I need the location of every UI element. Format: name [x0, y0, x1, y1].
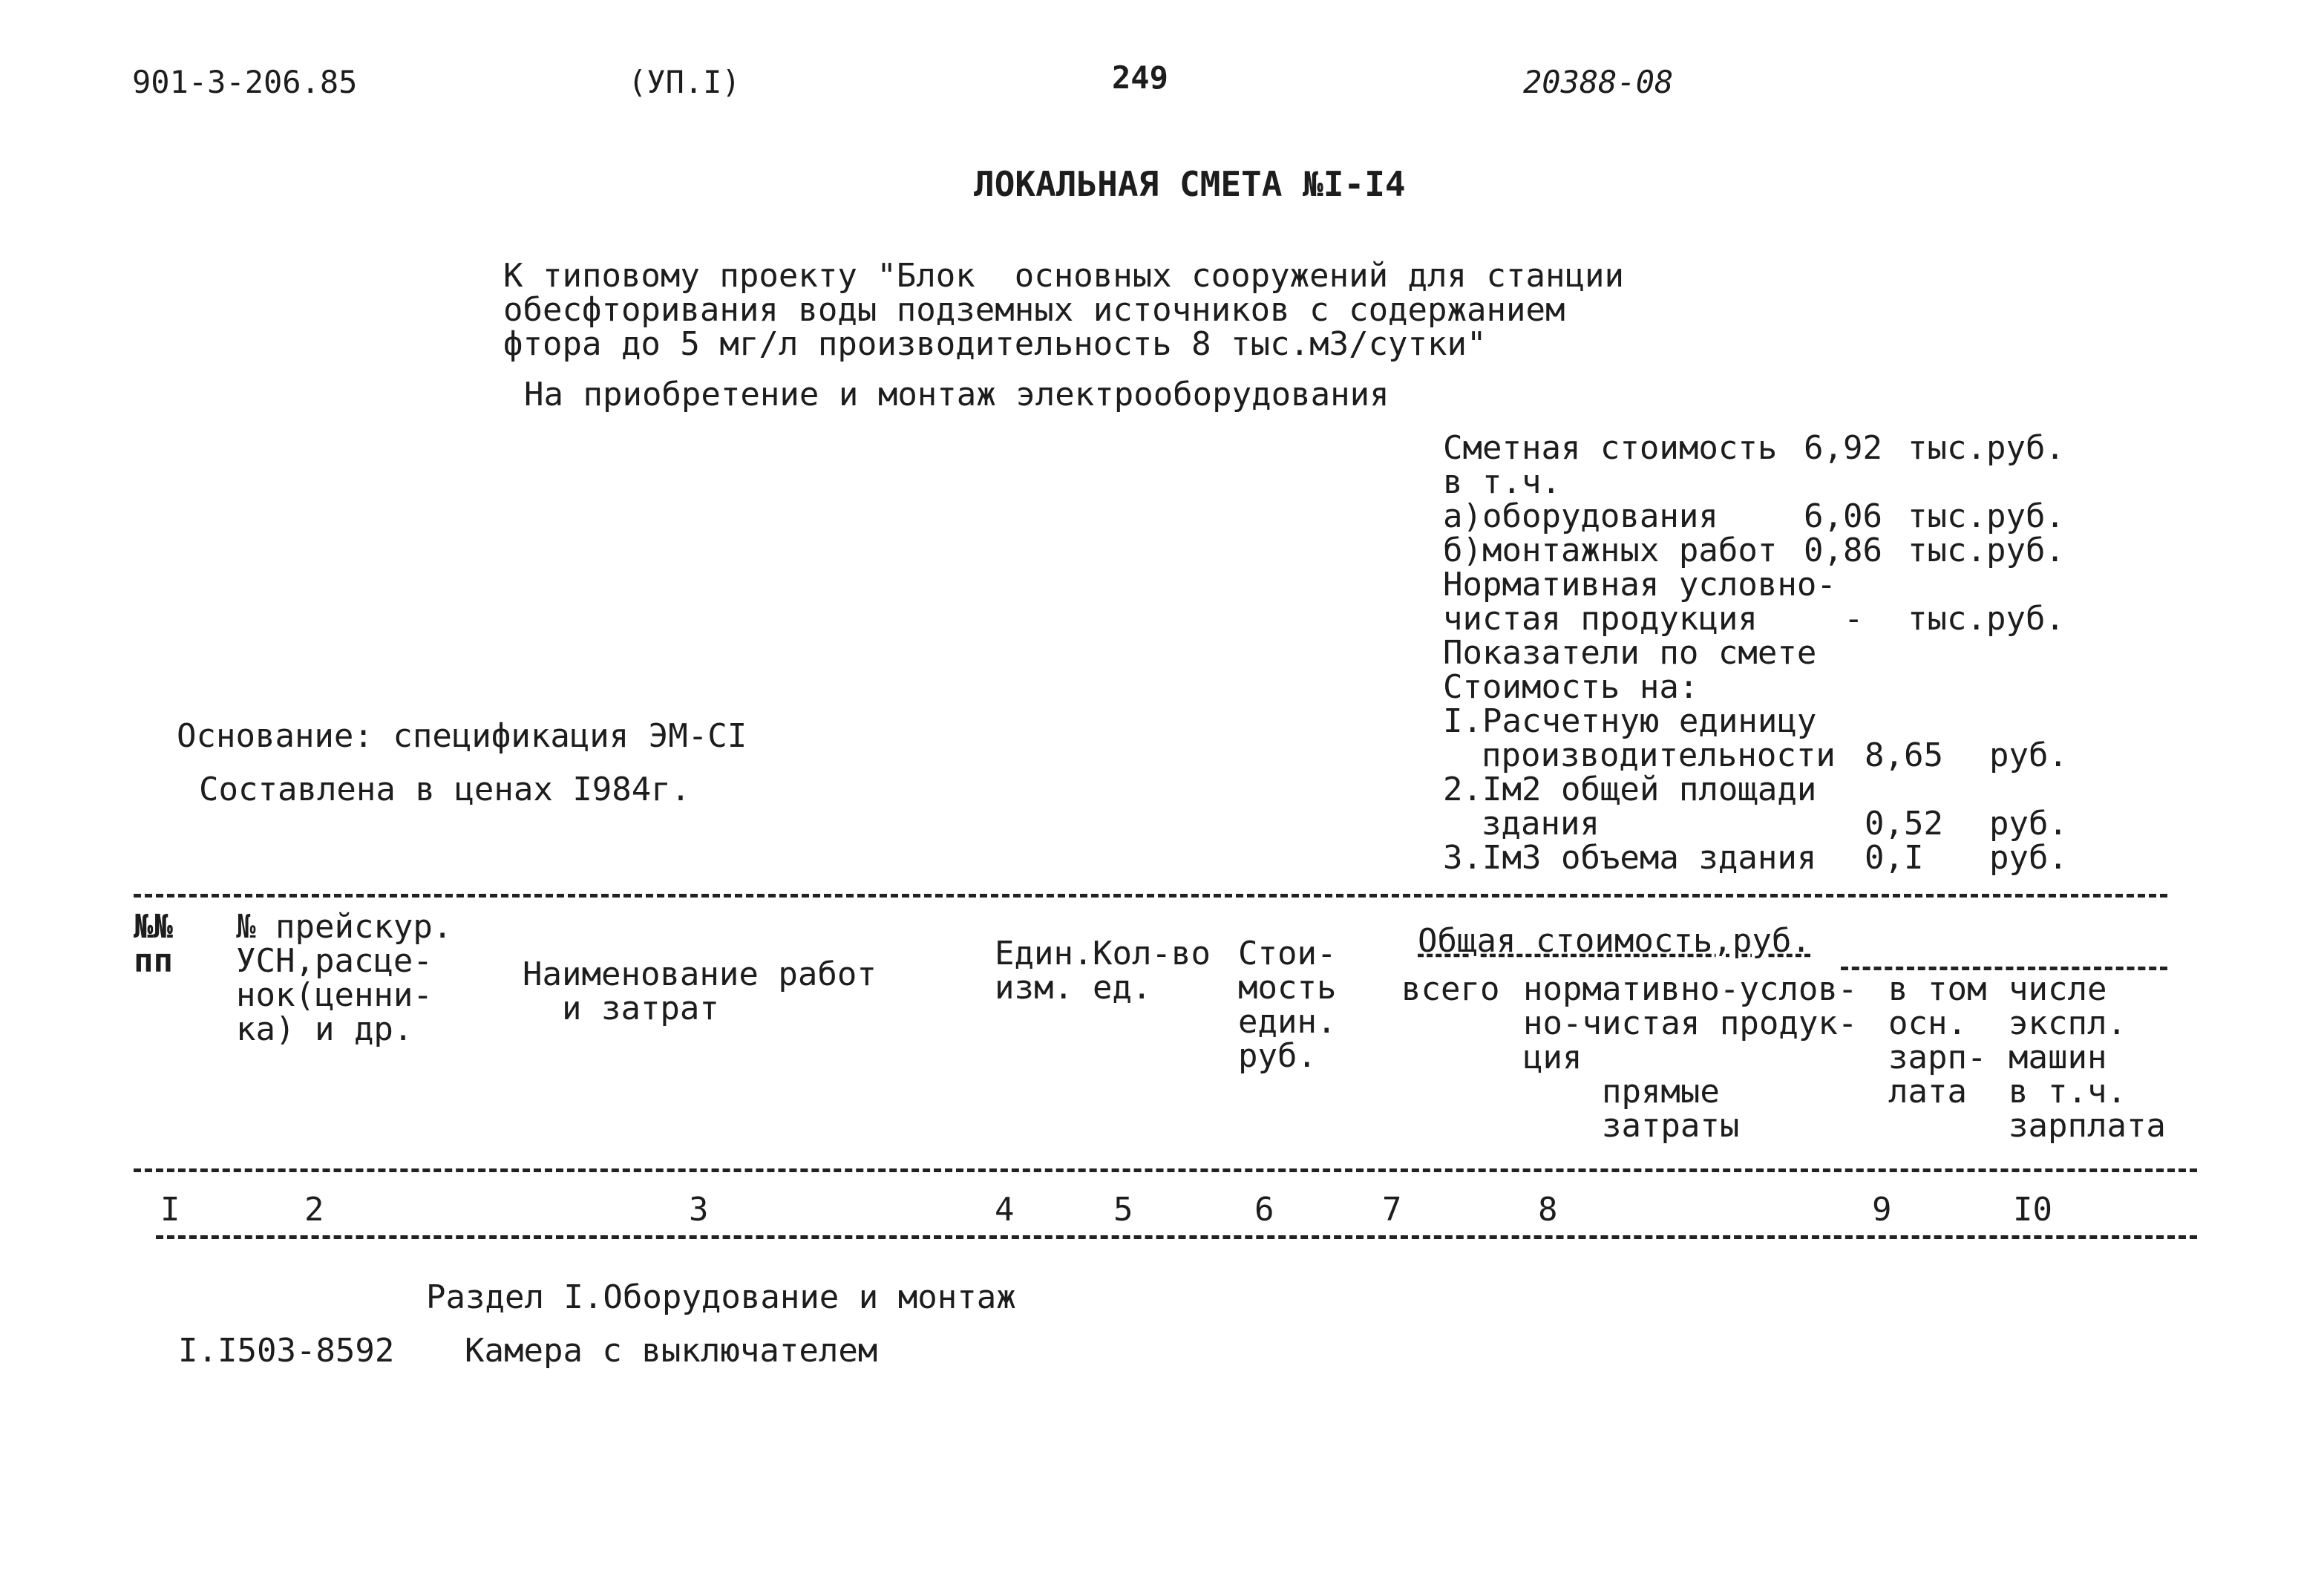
indicator-3-value: 0,I — [1865, 839, 1924, 877]
indicator-1-value: 8,65 — [1865, 736, 1943, 774]
installation-label: б)монтажных работ — [1443, 532, 1778, 569]
column-number: 5 — [1113, 1191, 1133, 1229]
indicator-2-value: 0,52 — [1865, 805, 1943, 843]
indicator-1-label-2: производительности — [1482, 736, 1836, 774]
project-line-1: К типовому проекту "Блок основных сооружений для станции — [503, 257, 1624, 295]
indicator-2-unit: руб. — [1989, 805, 2068, 843]
page-number: 249 — [1112, 59, 1168, 96]
estimated-cost-value: 6,92 — [1804, 429, 1882, 467]
col-header-name: Наименование работ и затрат — [523, 955, 877, 1027]
header-bottom-rule — [134, 1168, 2197, 1172]
normative-label-1: Нормативная условно- — [1443, 566, 1836, 604]
col-header-number: №№ пп — [134, 908, 173, 980]
document-title: ЛОКАЛЬНАЯ СМЕТА №I-I4 — [974, 164, 1406, 204]
estimated-cost-unit: тыс.руб. — [1908, 429, 2065, 467]
column-number: 4 — [995, 1191, 1015, 1229]
column-number: I — [160, 1191, 180, 1229]
normative-unit: тыс.руб. — [1908, 600, 2065, 638]
col-header-unit: Един. изм. — [995, 935, 1093, 1007]
indicator-3-label: 3.Iм3 объема здания — [1443, 839, 1817, 877]
indicator-1-label-1: I.Расчетную единицу — [1443, 702, 1817, 740]
document-code: 901-3-206.85 — [132, 64, 358, 100]
table-top-rule — [134, 894, 2167, 898]
installation-unit: тыс.руб. — [1908, 532, 2065, 569]
indicator-3-unit: руб. — [1989, 839, 2068, 877]
column-number: 8 — [1538, 1191, 1558, 1229]
basis-label: Основание: спецификация ЭМ-СI — [177, 717, 747, 755]
col-group-total-cost: Общая стоимость,руб. — [1418, 922, 1811, 960]
col-header-unit-cost: Стои- мость един. руб. — [1238, 935, 1337, 1075]
project-purpose: На приобретение и монтаж электрооборудования — [524, 376, 1390, 413]
equipment-value: 6,06 — [1804, 497, 1882, 535]
normative-value: - — [1844, 600, 1864, 638]
indicator-2-label-1: 2.Iм2 общей площади — [1443, 771, 1817, 808]
project-line-2: обесфторивания воды подземных источников с содержанием — [503, 291, 1565, 329]
indicators-label: Показатели по смете — [1443, 634, 1817, 672]
col-header-total: всего — [1401, 970, 1500, 1008]
numbers-bottom-rule — [156, 1235, 2197, 1239]
indicator-1-unit: руб. — [1989, 736, 2068, 774]
indicator-2-label-2: здания — [1482, 805, 1600, 843]
equipment-unit: тыс.руб. — [1908, 497, 2065, 535]
col-header-base-salary: в том осн. зарп- лата — [1888, 970, 1987, 1111]
col-header-quantity: Кол-во ед. — [1093, 935, 1211, 1007]
column-number: 2 — [304, 1191, 324, 1229]
column-number: 3 — [689, 1191, 709, 1229]
column-number: 9 — [1872, 1191, 1892, 1229]
cost-on-label: Стоимость на: — [1443, 668, 1699, 706]
prices-label: Составлена в ценах I984г. — [199, 771, 691, 808]
section-title: Раздел I.Оборудование и монтаж — [426, 1278, 1016, 1316]
installation-value: 0,86 — [1804, 532, 1882, 569]
row-item-name: Камера с выключателем — [465, 1332, 878, 1370]
column-number: 7 — [1382, 1191, 1402, 1229]
normative-label-2: чистая продукция — [1443, 600, 1758, 638]
project-line-3: фтора до 5 мг/л производительность 8 тыс.м3/сутки" — [503, 325, 1487, 363]
equipment-label: а)оборудования — [1443, 497, 1718, 535]
column-number: 6 — [1254, 1191, 1274, 1229]
estimated-cost-label: Сметная стоимость — [1443, 429, 1778, 467]
reference-number: 20388-08 — [1523, 64, 1674, 100]
col-header-normative: нормативно-услов- но-чистая продук- ция прямые затраты — [1523, 970, 1858, 1145]
row-price-ref: I.I503-8592 — [178, 1332, 395, 1370]
including-label: в т.ч. — [1443, 463, 1561, 501]
col-header-machines: числе экспл. машин в т.ч. зарплата — [2009, 970, 2166, 1145]
col-header-price-ref: № прейскур. УСН,расце- нок(ценни- ка) и др. — [236, 908, 453, 1048]
volume-label: (УП.I) — [628, 64, 741, 100]
column-number: I0 — [2013, 1191, 2052, 1229]
